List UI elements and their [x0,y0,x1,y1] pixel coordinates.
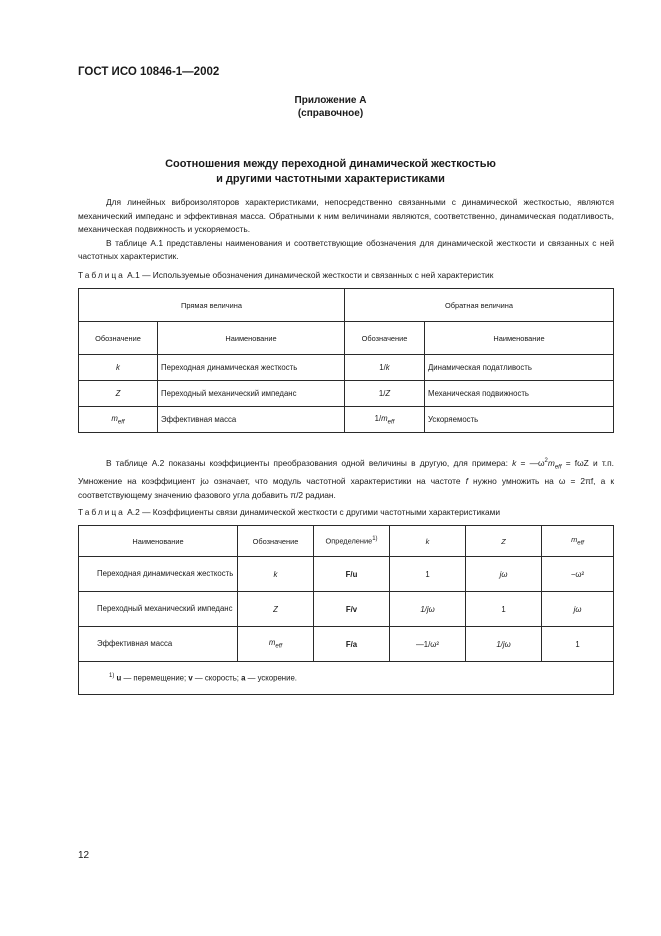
table2-caption-label: Таблица [78,507,125,517]
intro-text [78,196,614,264]
table1-name: Переходная динамическая жесткость [158,355,345,381]
intro-paragraph-1: Для линейных виброизоляторов характеристиками, непосредственно связанными с динамической жесткостью, являются механический импеданс и эффективная масса. Обратными к ним величинами являются, соответственно, динамическая податливость, механическая подвижность и ускоряемость. [78,197,614,235]
table1-name: Эффективная масса [158,407,345,433]
table2-caption [78,507,500,517]
table-row [79,592,614,627]
table1-col-inv-name: Наименование [425,322,614,355]
table1-inv-name: Ускоряемость [425,407,614,433]
table2-m: −ω² [542,557,614,592]
conversion-paragraph: В таблице А.2 показаны коэффициенты преобразования одной величины в другую, для примера: $k = —\omega^2m_{eff} = f\omega Z$ и т.п. Умножение на коэффициент jω означает, что модуль частотной характеристики на частоте f нужно умножить на ω = 2πf, а к соответствующему значению фазового угла добавить π/2 радиан. [78,457,614,500]
table1-inv-name: Динамическая податливость [425,355,614,381]
table-row [79,557,614,592]
table1-inv-symbol: 1/Z [345,381,425,407]
table2-z: jω [466,557,542,592]
table2-name: Эффективная масса [79,627,238,662]
table1-col-symbol: Обозначение [79,322,158,355]
document-code: ГОСТ ИСО 10846-1—2002 [78,66,220,78]
table2-definition: F/a [314,627,390,662]
table2-symbol: Z [238,592,314,627]
table2-caption-text: А.2 — Коэффициенты связи динамической жесткости с другими частотными характеристиками [127,507,501,517]
table1-symbol: $m_{eff}$ [79,407,158,433]
table-a1 [78,288,614,433]
table2-col-definition: Определение$^{1)}$ [314,526,390,557]
table2-k: —1/ω² [390,627,466,662]
section-title-line1: Соотношения между переходной динамической жесткостью [165,158,496,170]
annex-title: Приложение А [294,95,367,106]
table1-symbol: Z [79,381,158,407]
table1-inv-symbol: 1/k [345,355,425,381]
intro-paragraph-2: В таблице А.1 представлены наименования и соответствующие обозначения для динамической жесткости и связанных с ней частотных характеристик. [78,237,614,262]
table2-col-symbol: Обозначение [238,526,314,557]
annex-subtitle: (справочное) [297,108,364,119]
table1-col-inv-symbol: Обозначение [345,322,425,355]
table1-symbol: k [79,355,158,381]
table-row [79,627,614,662]
table2-col-m: $m_{eff}$ [542,526,614,557]
table1-caption-text: А.1 — Используемые обозначения динамической жесткости и связанных с ней характеристик [127,270,494,280]
table1-group-inverse: Обратная величина [345,289,614,322]
table2-z: 1 [466,592,542,627]
table2-col-name: Наименование [79,526,238,557]
table1-group-direct: Прямая величина [79,289,345,322]
table2-z: 1/jω [466,627,542,662]
table2-col-z: Z [466,526,542,557]
table1-caption-label: Таблица [78,270,125,280]
page-number: 12 [78,850,90,861]
table2-footnote: $^{1)}$ u — перемещение; v — скорость; a — ускорение. [79,662,614,695]
table2-definition: F/u [314,557,390,592]
table1-inv-name: Механическая подвижность [425,381,614,407]
table-a2 [78,525,614,695]
table2-k: 1/jω [390,592,466,627]
table2-m: 1 [542,627,614,662]
section-title [0,157,661,187]
table2-name: Переходный механический импеданс [79,592,238,627]
table2-m: jω [542,592,614,627]
table1-caption [78,270,493,280]
table2-symbol: k [238,557,314,592]
table-row [79,355,614,381]
section-title-line2: и другими частотными характеристиками [216,173,445,185]
table2-footnote-row [79,662,614,695]
table2-symbol: $m_{eff}$ [238,627,314,662]
table-row [79,407,614,433]
table2-definition: F/v [314,592,390,627]
table1-inv-symbol: $1/m_{eff}$ [345,407,425,433]
table-row [79,381,614,407]
table2-k: 1 [390,557,466,592]
table2-col-k: k [390,526,466,557]
table1-col-name: Наименование [158,322,345,355]
table2-name: Переходная динамическая жесткость [79,557,238,592]
table1-name: Переходный механический импеданс [158,381,345,407]
